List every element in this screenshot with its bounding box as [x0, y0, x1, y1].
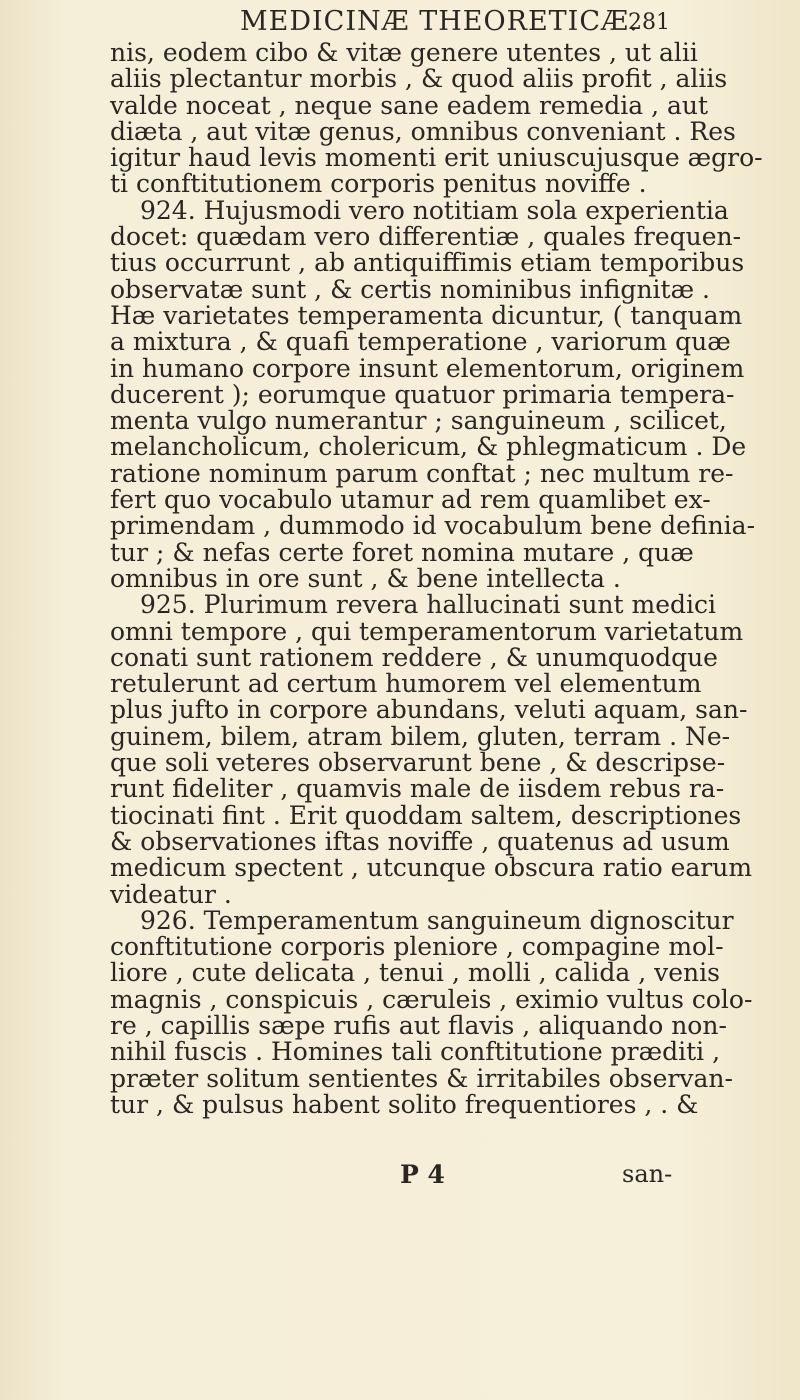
catchword: san- — [622, 1160, 673, 1188]
text-line: observatæ sunt , & certis nominibus infignitæ . — [110, 274, 710, 304]
text-line: 924. Hujusmodi vero notitiam sola experientia — [140, 195, 729, 225]
text-line: docet: quædam vero differentiæ , quales frequen- — [110, 222, 742, 252]
text-line: 925. Plurimum revera hallucinati sunt medici — [140, 590, 717, 620]
body-text — [110, 38, 763, 1119]
text-line: liore , cute delicata , tenui , molli , calida , venis — [110, 958, 720, 988]
signature-mark: P 4 — [400, 1160, 445, 1189]
text-line: præter solitum sentientes & irritabiles observan- — [110, 1063, 733, 1093]
text-line: nihil fuscis . Homines tali conftitutione præditi , — [110, 1037, 721, 1067]
text-line: retulerunt ad certum humorem vel elementum — [110, 669, 702, 699]
text-line: plus jufto in corpore abundans, veluti aquam, san- — [110, 695, 748, 725]
text-line: guinem, bilem, atram bilem, gluten, terram . Ne- — [110, 721, 731, 751]
text-line: magnis , conspicuis , cæruleis , eximio vultus colo- — [110, 984, 753, 1014]
text-line: menta vulgo numerantur ; sanguineum , scilicet, — [110, 406, 727, 436]
text-line: ratione nominum parum conftat ; nec multum re- — [110, 458, 734, 488]
text-line: 926. Temperamentum sanguineum dignoscitur — [140, 905, 734, 935]
text-line: omni tempore , qui temperamentorum varietatum — [110, 616, 744, 646]
text-line: conati sunt rationem reddere , & unumquodque — [110, 642, 718, 672]
text-line: conftitutione corporis pleniore , compagine mol- — [110, 932, 724, 962]
text-line: tiocinati fint . Erit quoddam saltem, descriptiones — [110, 800, 742, 830]
text-line: fert quo vocabulo utamur ad rem quamlibet ex- — [110, 485, 711, 515]
text-line: melancholicum, cholericum, & phlegmaticum . De — [110, 432, 747, 462]
text-line: & observationes iftas noviffe , quatenus ad usum — [110, 826, 730, 856]
text-line: re , capillis sæpe rufis aut flavis , aliquando non- — [110, 1010, 727, 1040]
running-header — [0, 6, 800, 38]
text-line: ti conftitutionem corporis penitus noviffe . — [110, 169, 647, 199]
text-line: tius occurrunt , ab antiquiffimis etiam temporibus — [110, 248, 745, 278]
page-number: 281 — [628, 10, 670, 35]
text-line: tur , & pulsus habent solito frequentiores , . & — [110, 1089, 699, 1119]
text-line: aliis plectantur morbis , & quod aliis profit , aliis — [110, 64, 728, 94]
text-line: diæta , aut vitæ genus, omnibus conveniant . Res — [110, 116, 736, 146]
text-line: primendam , dummodo id vocabulum bene definia- — [110, 511, 756, 541]
page-footer — [0, 1160, 800, 1190]
text-line: Hæ varietates temperamenta dicuntur, ( tanquam — [110, 300, 743, 330]
text-line: runt fideliter , quamvis male de iisdem rebus ra- — [110, 774, 725, 804]
text-line: medicum spectent , utcunque obscura ratio earum — [110, 853, 753, 883]
text-line: videatur . — [110, 879, 232, 909]
text-line: valde noceat , neque sane eadem remedia , aut — [110, 90, 709, 120]
text-line: a mixtura , & quafi temperatione , variorum quæ — [110, 327, 731, 357]
text-line: nis, eodem cibo & vitæ genere utentes , ut alii — [110, 38, 698, 67]
text-line: tur ; & nefas certe foret nomina mutare , quæ — [110, 537, 694, 567]
text-line: ducerent ); eorumque quatuor primaria tempera- — [110, 379, 735, 409]
running-title: MEDICINÆ THEORETICÆ. — [240, 6, 639, 37]
text-line: omnibus in ore sunt , & bene intellecta . — [110, 563, 621, 593]
text-line: igitur haud levis momenti erit uniuscujusque ægro- — [110, 143, 763, 173]
text-line: in humano corpore insunt elementorum, originem — [110, 353, 745, 383]
text-line: que soli veteres observarunt bene , & descripse- — [110, 748, 726, 778]
